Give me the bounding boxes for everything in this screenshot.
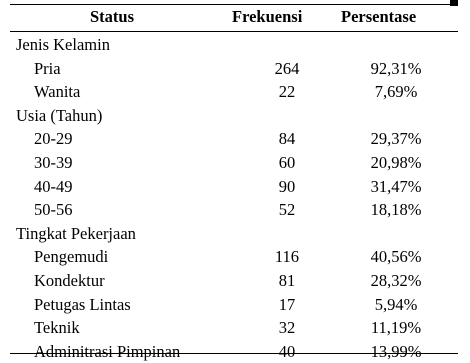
table-row — [10, 293, 458, 317]
table-group-row — [10, 33, 458, 57]
row-label: Wanita — [34, 82, 81, 102]
percentage-cell: 20,98% — [370, 152, 422, 172]
table-group-row — [10, 104, 458, 128]
frequency-cell: 264 — [274, 58, 300, 78]
percentage-cell: 40,56% — [370, 247, 422, 267]
group-label: Jenis Kelamin — [16, 35, 110, 54]
frequency-cell: 22 — [278, 82, 296, 102]
table-row — [10, 80, 458, 104]
table-row — [10, 269, 458, 293]
frequency-cell: 84 — [278, 129, 296, 149]
table-row — [10, 245, 458, 269]
frequency-cell: 60 — [278, 152, 296, 172]
table-row — [10, 127, 458, 151]
percentage-cell: 29,37% — [370, 129, 422, 149]
header-frequency: Frekuensi — [232, 7, 303, 26]
percentage-cell: 11,19% — [370, 318, 422, 338]
frequency-cell: 116 — [274, 247, 300, 267]
row-label: 40-49 — [34, 176, 73, 196]
frequency-cell: 81 — [278, 270, 296, 290]
percentage-cell: 13,99% — [370, 341, 422, 361]
table-row — [10, 198, 458, 222]
percentage-cell: 18,18% — [370, 200, 422, 220]
row-label: Adminitrasi Pimpinan — [34, 341, 181, 361]
table-bottom-rule — [10, 353, 458, 354]
row-label: Teknik — [34, 318, 80, 338]
header-status: Status — [90, 7, 135, 26]
group-label: Tingkat Pekerjaan — [16, 223, 136, 243]
table-row — [10, 57, 458, 81]
table-row — [10, 340, 458, 363]
table-row — [10, 316, 458, 340]
table-body — [10, 33, 458, 363]
row-label: 30-39 — [34, 152, 73, 172]
table-header — [10, 6, 458, 30]
frequency-cell: 32 — [278, 318, 296, 338]
header-percentage: Persentase — [341, 7, 417, 26]
row-label: Kondektur — [34, 270, 105, 290]
row-label: Pengemudi — [34, 247, 109, 267]
percentage-cell: 31,47% — [370, 176, 422, 196]
table-group-row — [10, 222, 458, 246]
row-label: 50-56 — [34, 200, 73, 220]
percentage-cell: 92,31% — [370, 58, 422, 78]
table-row — [10, 175, 458, 199]
row-label: Pria — [34, 58, 61, 78]
frequency-cell: 17 — [278, 294, 296, 314]
row-label: 20-29 — [34, 129, 73, 149]
row-label: Petugas Lintas — [34, 294, 131, 314]
table-top-rule — [10, 4, 458, 5]
frequency-cell: 52 — [278, 200, 296, 220]
percentage-cell: 5,94% — [374, 294, 418, 314]
group-label: Usia (Tahun) — [16, 105, 103, 125]
table-header-rule — [10, 31, 458, 32]
frequency-cell: 40 — [278, 341, 296, 361]
frequency-cell: 90 — [278, 176, 296, 196]
percentage-cell: 28,32% — [370, 270, 422, 290]
percentage-cell: 7,69% — [374, 82, 418, 102]
table-row — [10, 151, 458, 175]
